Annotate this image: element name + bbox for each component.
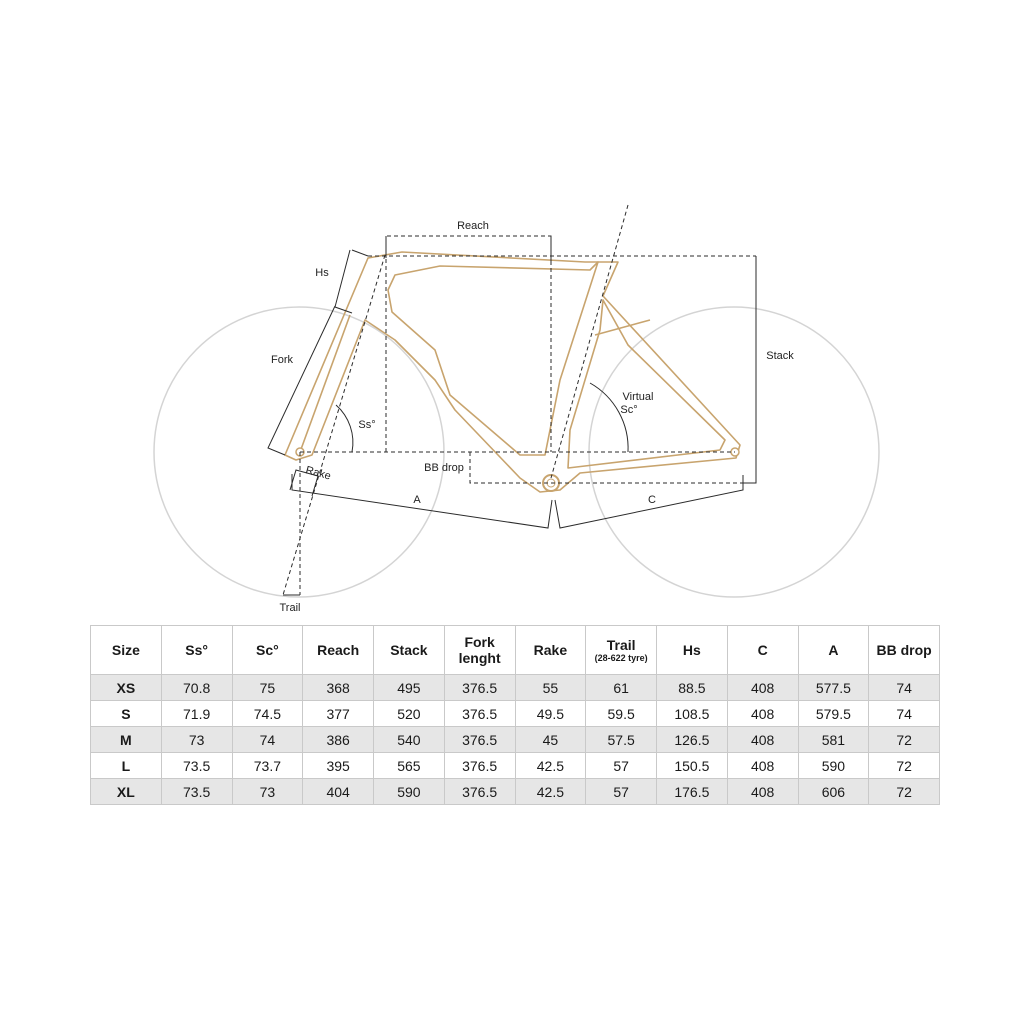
- cell: 386: [303, 727, 374, 753]
- cell: 74.5: [232, 701, 303, 727]
- cell-size: L: [91, 753, 162, 779]
- header-sc: Sc°: [232, 626, 303, 675]
- header-trail: Trail (28-622 tyre): [586, 626, 657, 675]
- cell: 376.5: [444, 779, 515, 805]
- dimension-lines: [268, 205, 756, 595]
- cell: 73.7: [232, 753, 303, 779]
- bike-frame: [285, 252, 740, 492]
- cell: 74: [232, 727, 303, 753]
- cell: 72: [869, 753, 940, 779]
- header-reach: Reach: [303, 626, 374, 675]
- cell: 75: [232, 675, 303, 701]
- label-rake: Rake: [304, 464, 333, 483]
- cell: 495: [374, 675, 445, 701]
- cell-size: S: [91, 701, 162, 727]
- cell: 72: [869, 779, 940, 805]
- cell: 74: [869, 701, 940, 727]
- cell: 73.5: [161, 779, 232, 805]
- cell: 579.5: [798, 701, 869, 727]
- cell: 376.5: [444, 675, 515, 701]
- cell: 408: [727, 753, 798, 779]
- cell: 42.5: [515, 779, 586, 805]
- header-size: Size: [91, 626, 162, 675]
- header-c: C: [727, 626, 798, 675]
- table-row: [91, 727, 940, 753]
- cell: 73: [232, 779, 303, 805]
- cell: 150.5: [657, 753, 728, 779]
- cell: 55: [515, 675, 586, 701]
- cell: 74: [869, 675, 940, 701]
- cell: 59.5: [586, 701, 657, 727]
- cell: 408: [727, 701, 798, 727]
- cell: 70.8: [161, 675, 232, 701]
- cell: 590: [374, 779, 445, 805]
- header-a: A: [798, 626, 869, 675]
- cell: 126.5: [657, 727, 728, 753]
- cell: 520: [374, 701, 445, 727]
- cell: 577.5: [798, 675, 869, 701]
- label-ss-angle: Ss°: [358, 419, 376, 431]
- cell: 49.5: [515, 701, 586, 727]
- table-row: [91, 779, 940, 805]
- cell: 368: [303, 675, 374, 701]
- cell: 376.5: [444, 727, 515, 753]
- cell: 73.5: [161, 753, 232, 779]
- cell: 606: [798, 779, 869, 805]
- cell: 73: [161, 727, 232, 753]
- label-virtual: Virtual: [622, 391, 654, 403]
- label-c: C: [648, 494, 656, 506]
- header-fork-length: Fork lenght: [444, 626, 515, 675]
- label-bb-drop: BB drop: [424, 462, 464, 474]
- header-bb-drop: BB drop: [869, 626, 940, 675]
- cell: 404: [303, 779, 374, 805]
- label-fork: Fork: [271, 354, 293, 366]
- cell: 565: [374, 753, 445, 779]
- cell: 590: [798, 753, 869, 779]
- cell: 61: [586, 675, 657, 701]
- cell: 377: [303, 701, 374, 727]
- cell: 71.9: [161, 701, 232, 727]
- cell-size: XL: [91, 779, 162, 805]
- cell: 57: [586, 779, 657, 805]
- header-ss: Ss°: [161, 626, 232, 675]
- cell: 540: [374, 727, 445, 753]
- table-row: [91, 675, 940, 701]
- cell: 395: [303, 753, 374, 779]
- label-hs: Hs: [315, 267, 329, 279]
- cell: 376.5: [444, 701, 515, 727]
- cell: 88.5: [657, 675, 728, 701]
- cell: 408: [727, 675, 798, 701]
- cell-size: M: [91, 727, 162, 753]
- cell: 45: [515, 727, 586, 753]
- cell: 176.5: [657, 779, 728, 805]
- label-trail: Trail: [279, 602, 301, 614]
- cell: 581: [798, 727, 869, 753]
- label-reach: Reach: [457, 220, 489, 232]
- cell: 408: [727, 727, 798, 753]
- cell: 72: [869, 727, 940, 753]
- cell: 108.5: [657, 701, 728, 727]
- label-sc-angle: Sc°: [620, 404, 638, 416]
- geometry-table: [90, 625, 940, 805]
- header-hs: Hs: [657, 626, 728, 675]
- table-row: [91, 753, 940, 779]
- label-a: A: [413, 494, 421, 506]
- cell: 57: [586, 753, 657, 779]
- table-header-row: [91, 626, 940, 675]
- cell: 408: [727, 779, 798, 805]
- table-row: [91, 701, 940, 727]
- cell: 42.5: [515, 753, 586, 779]
- header-stack: Stack: [374, 626, 445, 675]
- header-rake: Rake: [515, 626, 586, 675]
- cell: 376.5: [444, 753, 515, 779]
- label-stack: Stack: [766, 350, 794, 362]
- cell-size: XS: [91, 675, 162, 701]
- cell: 57.5: [586, 727, 657, 753]
